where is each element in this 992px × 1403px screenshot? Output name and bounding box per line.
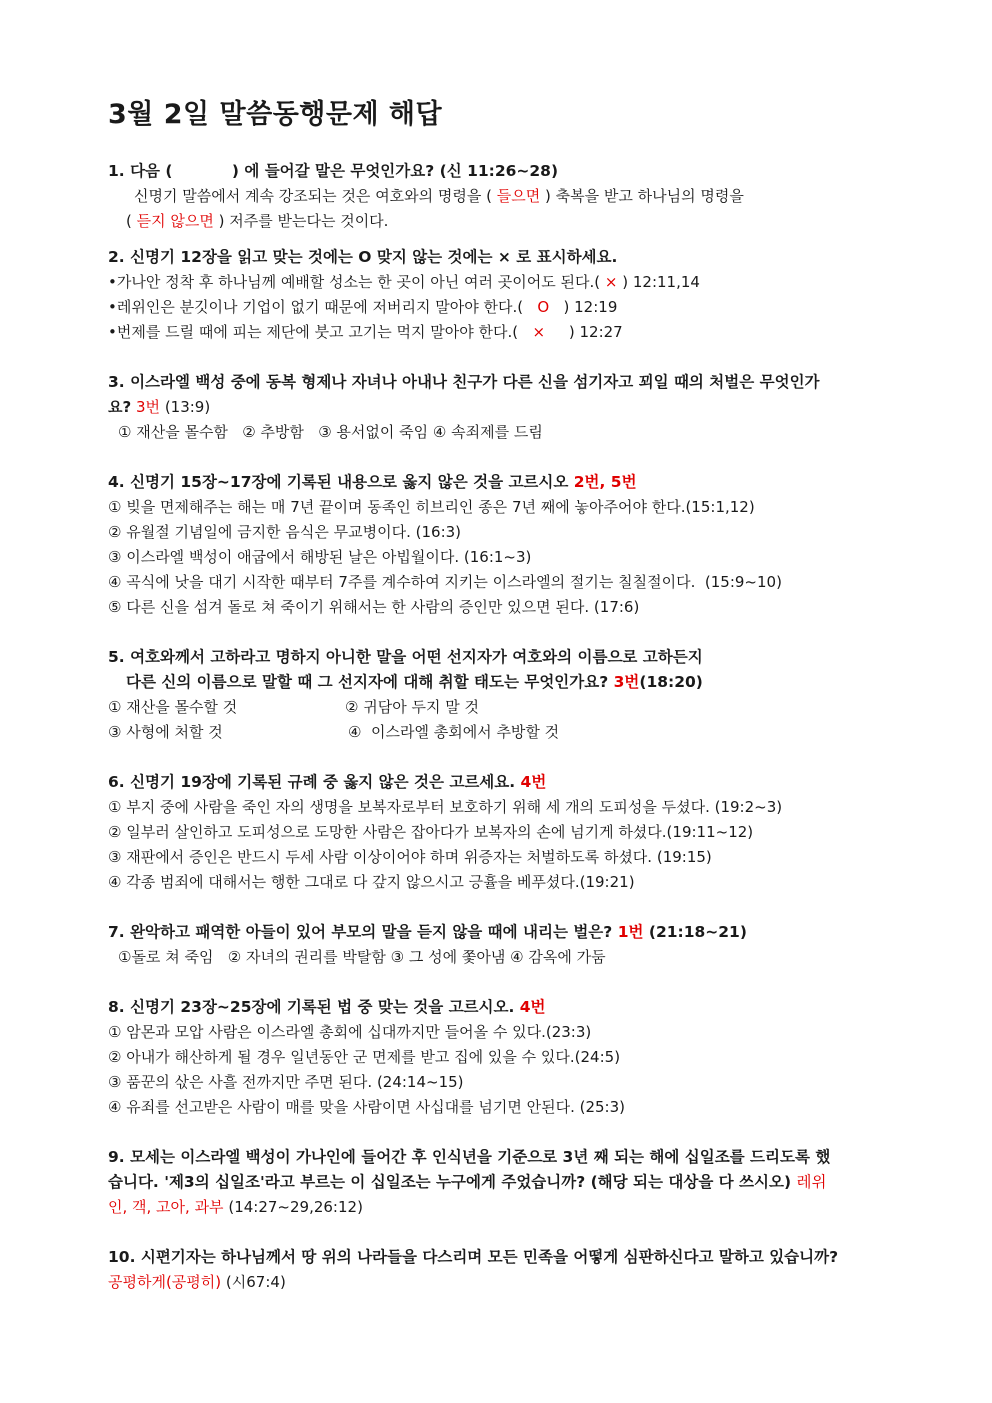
question-10 bbox=[108, 1245, 888, 1295]
q5-option-1: ① 재산을 몰수할 것 bbox=[108, 698, 238, 716]
question-9 bbox=[108, 1145, 888, 1220]
list-item: ④ 곡식에 낫을 대기 시작한 때부터 7주를 계수하여 지키는 이스라엘의 절기는 칠칠절이다. (15:9~10) bbox=[108, 573, 782, 591]
list-item: ② 아내가 해산하게 될 경우 일년동안 군 면제를 받고 집에 있을 수 있다.(24:5) bbox=[108, 1048, 621, 1066]
q8-answer: 4번 bbox=[519, 998, 546, 1016]
q9-answer-start: 레위 bbox=[796, 1173, 827, 1191]
q10-ref: (시67:4) bbox=[225, 1273, 286, 1291]
q2-item-3-answer: × bbox=[532, 323, 546, 341]
question-1 bbox=[108, 159, 888, 234]
q8-header-text: 8. 신명기 23장~25장에 기록된 법 중 맞는 것을 고르시오. bbox=[108, 998, 515, 1016]
question-3 bbox=[108, 370, 888, 445]
list-item: ③ 이스라엘 백성이 애굽에서 해방된 날은 아빕월이다. (16:1~3) bbox=[108, 548, 532, 566]
question-1-line-1 bbox=[108, 184, 888, 209]
question-4 bbox=[108, 470, 888, 620]
q3-answer: 3번 bbox=[135, 398, 161, 416]
q5-header-text: 다른 신의 이름으로 말할 때 그 선지자에 대해 취할 태도는 무엇인가요? bbox=[126, 673, 609, 691]
question-5-header: 5. 여호와께서 고하라고 명하지 아니한 말을 어떤 선지자가 여호와의 이름으로 고하든지 bbox=[108, 648, 703, 666]
list-item bbox=[108, 270, 888, 295]
q1-text-b: ) 축복을 받고 하나님의 명령을 bbox=[540, 187, 744, 205]
q2-item-1-ref: ) 12:11,14 bbox=[617, 273, 700, 291]
q4-header-text: 4. 신명기 15장~17장에 기록된 내용으로 옳지 않은 것을 고르시오 bbox=[108, 473, 569, 491]
q4-answer: 2번, 5번 bbox=[573, 473, 637, 491]
question-4-header bbox=[108, 470, 888, 495]
q5-option-2: ② 귀담아 두지 말 것 bbox=[345, 698, 479, 716]
q2-item-3-ref: ) 12:27 bbox=[545, 323, 623, 341]
list-item: ① 부지 중에 사람을 죽인 자의 생명을 보복자로부터 보호하기 위해 세 개의 도피성을 두셨다. (19:2~3) bbox=[108, 798, 783, 816]
q2-item-2-answer: O bbox=[537, 298, 550, 316]
q9-ref: (14:27~29,26:12) bbox=[228, 1198, 363, 1216]
question-10-header: 10. 시편기자는 하나님께서 땅 위의 나라들을 다스리며 모든 민족을 어떻게 심판하신다고 말하고 있습니까? bbox=[108, 1248, 839, 1266]
list-item: ② 유월절 기념일에 금지한 음식은 무교병이다. (16:3) bbox=[108, 523, 462, 541]
list-item: ② 일부러 살인하고 도피성으로 도망한 사람은 잡아다가 보복자의 손에 넘기게 하셨다.(19:11~12) bbox=[108, 823, 754, 841]
question-3-header-cont bbox=[108, 395, 888, 420]
q9-header-text: 습니다. '제3의 십일조'라고 부르는 이 십일조는 누구에게 주었습니까? (해당 되는 대상을 다 쓰시오) bbox=[108, 1173, 792, 1191]
list-item: ④ 유죄를 선고받은 사람이 매를 맞을 사람이면 사십대를 넘기면 안된다. (25:3) bbox=[108, 1098, 626, 1116]
question-7-header bbox=[108, 920, 888, 945]
question-3-header: 3. 이스라엘 백성 중에 동복 형제나 자녀나 아내나 친구가 다른 신을 섬기자고 꾀일 때의 처벌은 무엇인가 bbox=[108, 373, 820, 391]
question-1-line-2 bbox=[108, 209, 888, 234]
question-6 bbox=[108, 770, 888, 895]
question-2-header: 2. 신명기 12장을 읽고 맞는 것에는 O 맞지 않는 것에는 × 로 표시하세요. bbox=[108, 248, 618, 266]
q1-answer-2: 듣지 않으면 bbox=[136, 212, 214, 230]
q3-ref: (13:9) bbox=[164, 398, 211, 416]
q3-header-end: 요? bbox=[108, 398, 132, 416]
q2-item-2-text: •레위인은 분깃이나 기업이 없기 때문에 저버리지 말아야 한다.( bbox=[108, 298, 538, 316]
q2-item-3-text: •번제를 드릴 때에 피는 제단에 붓고 고기는 먹지 말아야 한다.( bbox=[108, 323, 533, 341]
q2-item-1-text: •가나안 정착 후 하나님께 예배할 성소는 한 곳이 아닌 여러 곳이어도 된다.( bbox=[108, 273, 605, 291]
q9-answer-cont: 인, 객, 고아, 과부 bbox=[108, 1198, 224, 1216]
list-item bbox=[108, 320, 888, 345]
question-1-header: 1. 다음 ( ) 에 들어갈 말은 무엇인가요? (신 11:26~28) bbox=[108, 162, 559, 180]
q7-ref: (21:18~21) bbox=[648, 923, 747, 941]
question-10-answer-line bbox=[108, 1270, 888, 1295]
question-5 bbox=[108, 645, 888, 745]
q5-option-3: ③ 사형에 처할 것 bbox=[108, 723, 223, 741]
question-7-options: ①돌로 쳐 죽임 ② 자녀의 권리를 박탈함 ③ 그 성에 쫓아냄 ④ 감옥에 가둠 bbox=[118, 948, 606, 966]
q7-answer: 1번 bbox=[617, 923, 644, 941]
list-item bbox=[108, 295, 888, 320]
q6-header-text: 6. 신명기 19장에 기록된 규례 중 옳지 않은 것은 고르세요. bbox=[108, 773, 516, 791]
list-item: ③ 품꾼의 삯은 사흘 전까지만 주면 된다. (24:14~15) bbox=[108, 1073, 464, 1091]
list-item: ④ 각종 범죄에 대해서는 행한 그대로 다 갚지 않으시고 긍휼을 베푸셨다.(19:21) bbox=[108, 873, 635, 891]
q2-item-2-ref: ) 12:19 bbox=[549, 298, 618, 316]
question-3-options: ① 재산을 몰수함 ② 추방함 ③ 용서없이 죽임 ④ 속죄제를 드림 bbox=[118, 423, 543, 441]
list-item: ③ 재판에서 증인은 반드시 두세 사람 이상이어야 하며 위증자는 처벌하도록 하셨다. (19:15) bbox=[108, 848, 712, 866]
q1-answer-1: 들으면 bbox=[496, 187, 541, 205]
q5-ref: (18:20) bbox=[639, 673, 703, 691]
q7-header-text: 7. 완악하고 패역한 아들이 있어 부모의 말을 듣지 않을 때에 내리는 벌은? bbox=[108, 923, 613, 941]
list-item: ① 암몬과 모압 사람은 이스라엘 총회에 십대까지만 들어올 수 있다.(23:3) bbox=[108, 1023, 592, 1041]
q1-text-c: ( bbox=[126, 212, 137, 230]
q1-text-d: ) 저주를 받는다는 것이다. bbox=[213, 212, 389, 230]
question-7 bbox=[108, 920, 888, 970]
q6-answer: 4번 bbox=[520, 773, 547, 791]
question-6-header bbox=[108, 770, 888, 795]
q10-answer: 공평하게(공평히) bbox=[108, 1273, 222, 1291]
question-9-header: 9. 모세는 이스라엘 백성이 가나인에 들어간 후 인식년을 기준으로 3년 째 되는 해에 십일조를 드리도록 했 bbox=[108, 1148, 831, 1166]
question-9-answer-line bbox=[108, 1195, 888, 1220]
question-8-header bbox=[108, 995, 888, 1020]
list-item: ⑤ 다른 신을 섬겨 돌로 쳐 죽이기 위해서는 한 사람의 증인만 있으면 된다. (17:6) bbox=[108, 598, 640, 616]
question-9-header-cont bbox=[108, 1170, 888, 1195]
q1-text-a: 신명기 말씀에서 계속 강조되는 것은 여호와의 명령을 ( bbox=[134, 187, 497, 205]
question-2 bbox=[108, 245, 888, 345]
page-title: 3월 2일 말씀동행문제 해답 bbox=[108, 99, 443, 130]
list-item: ① 빚을 면제해주는 해는 매 7년 끝이며 동족인 히브리인 종은 7년 째에 놓아주어야 한다.(15:1,12) bbox=[108, 498, 755, 516]
q5-answer: 3번 bbox=[613, 673, 640, 691]
question-5-header-cont bbox=[108, 670, 888, 695]
q2-item-1-answer: × bbox=[604, 273, 618, 291]
question-5-options-row-1 bbox=[108, 695, 888, 720]
question-8 bbox=[108, 995, 888, 1120]
q5-option-4: ④ 이스라엘 총회에서 추방할 것 bbox=[348, 723, 560, 741]
question-5-options-row-2 bbox=[108, 720, 888, 745]
